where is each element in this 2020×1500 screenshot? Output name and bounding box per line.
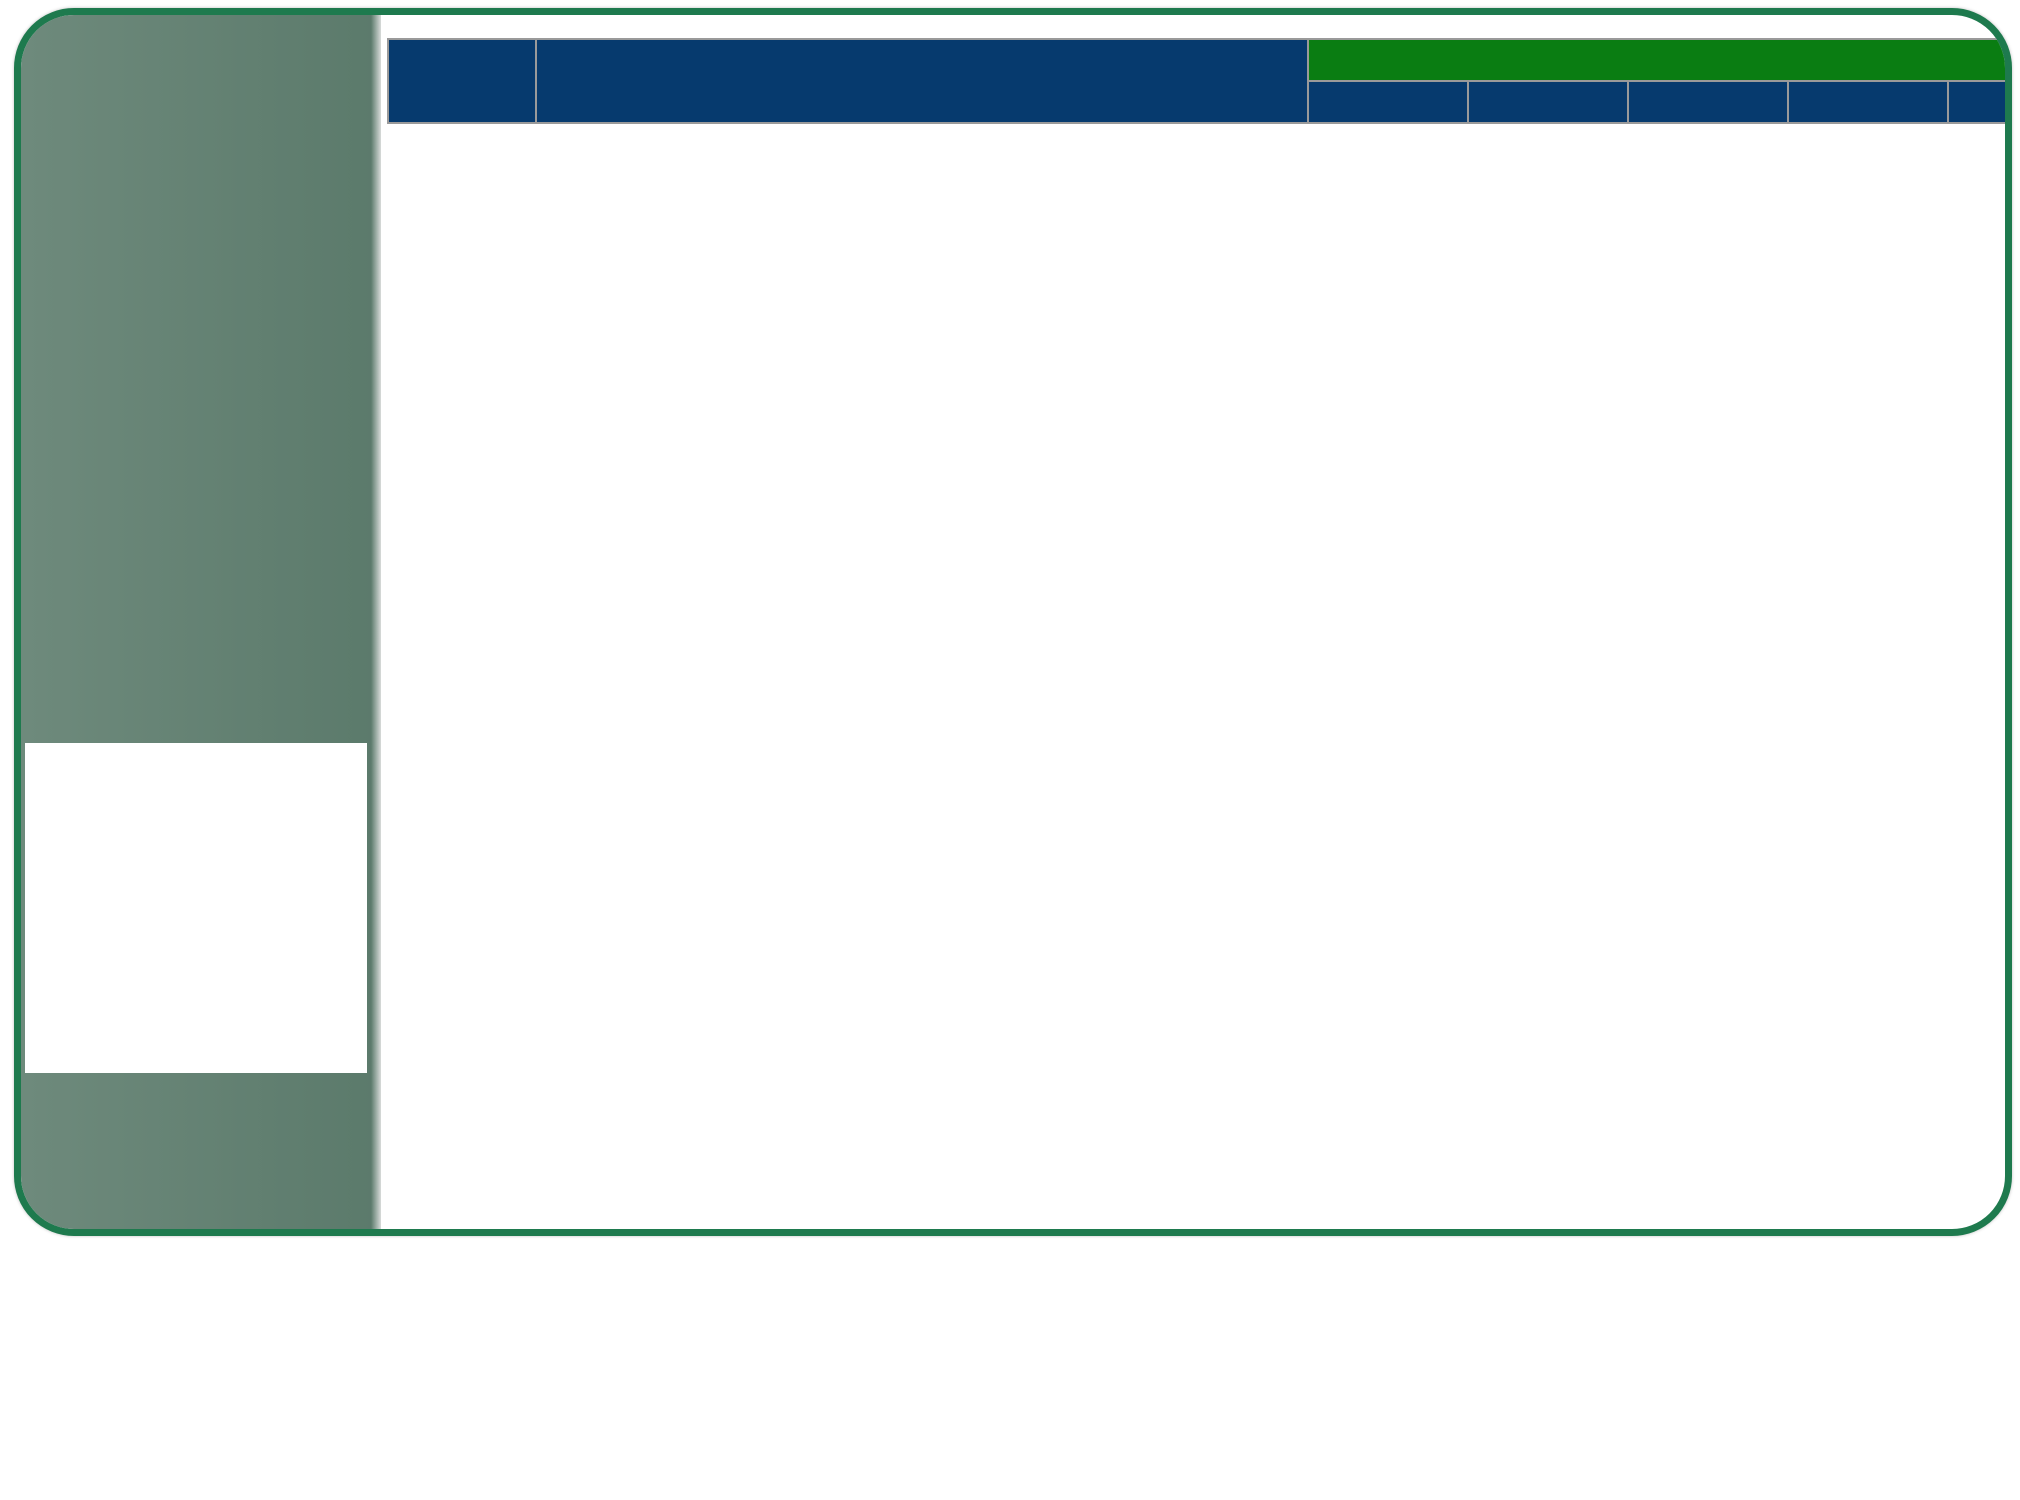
window-content <box>21 15 2005 1236</box>
league-table-container <box>387 38 2012 1236</box>
league-table <box>387 38 2012 124</box>
header-group-hdp-1st <box>1788 81 1948 123</box>
football-submenu <box>25 743 367 1073</box>
sidebar <box>21 15 381 1236</box>
header-group-ou <box>1468 81 1628 123</box>
header-group-oe <box>1628 81 1788 123</box>
reflection <box>14 1242 2012 1500</box>
header-group-ou-1st <box>1948 81 2012 123</box>
main-window <box>14 8 2012 1236</box>
header-group-hdp <box>1308 81 1468 123</box>
header-league <box>536 39 1308 123</box>
reflection-mirror <box>14 1242 1998 1500</box>
header-league-id <box>388 39 536 123</box>
header-non-live <box>1308 39 2012 81</box>
